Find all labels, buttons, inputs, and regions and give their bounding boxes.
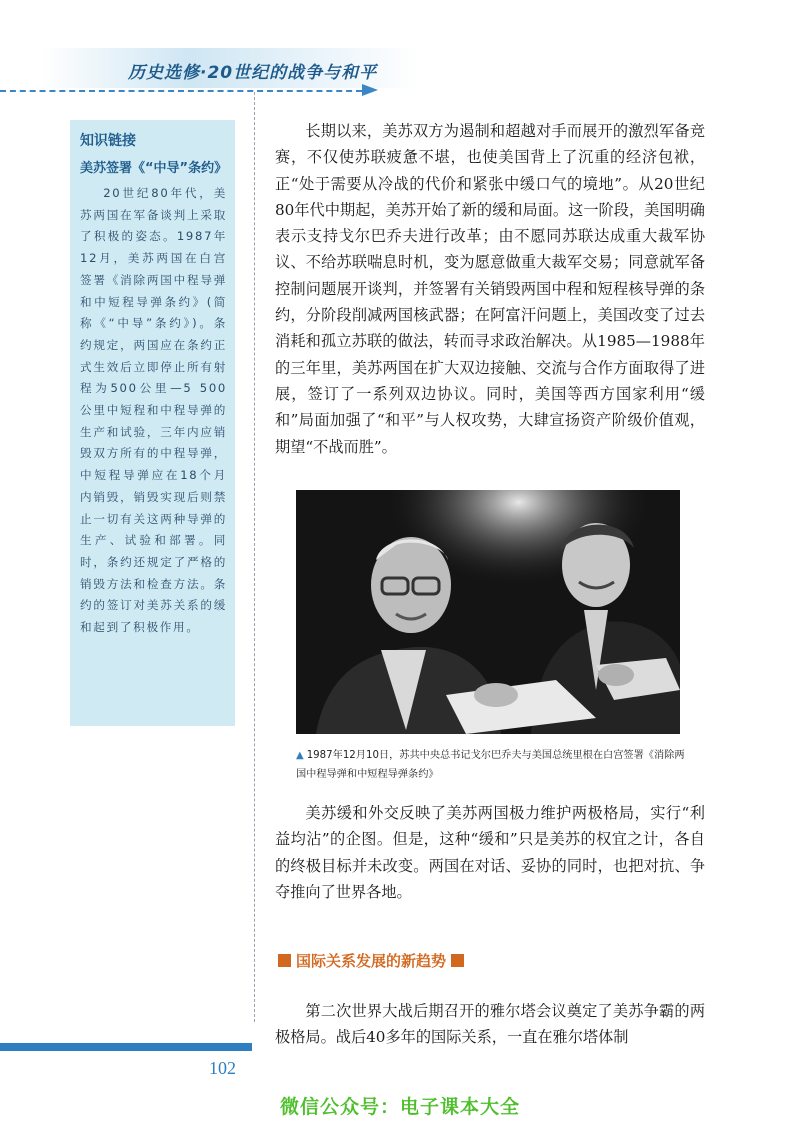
photo-caption-text: 1987年12月10日，苏共中央总书记戈尔巴乔夫与美国总统里根在白宫签署《消除两国中程导弹和中短程导弹条约》 (296, 750, 685, 780)
footer-bar (0, 1043, 252, 1051)
header-arrow-icon (362, 84, 378, 96)
sidebar-heading: 知识链接 (80, 133, 136, 149)
caption-triangle-icon: ▲ (296, 750, 304, 761)
running-header-title: 历史选修·20世纪的战争与和平 (128, 63, 378, 83)
main-paragraph-block-1 (275, 118, 705, 460)
column-divider (254, 92, 255, 1022)
signing-photo-illustration (296, 490, 680, 734)
signing-photo (296, 490, 680, 734)
main-paragraph-block-2 (275, 800, 705, 905)
page-number: 102 (209, 1058, 236, 1078)
square-bullet-icon (451, 954, 464, 967)
sidebar-title: 美苏签署《“中导”条约》 (80, 161, 228, 176)
body-paragraph: 第二次世界大战后期召开的雅尔塔会议奠定了美苏争霸的两极格局。战后40多年的国际关系，一直在雅尔塔体制 (275, 1002, 705, 1047)
photo-caption (296, 746, 688, 784)
square-bullet-icon (278, 954, 291, 967)
sidebar-body: 20世纪80年代，美苏两国在军备谈判上采取了积极的姿态。1987年12月，美苏两国在白宫签署《消除两国中程导弹和中短程导弹条约》(简称《“中导”条约》)。条约规定，两国应在条约正式生效后立即停止所有射程为500公里—5 500公里中短程和中程导弹的生产和试验，三年内应销毁双方所有的中程导弹，中短程导弹应在18个月内销毁，销毁实现后则禁止一切有关这两种导弹的生产、试验和部署。同时，条约还规定了严格的销毁方法和检查方法。条约的签订对美苏关系的缓和起到了积极作用。 (80, 186, 227, 635)
body-paragraph: 美苏缓和外交反映了美苏两国极力维护两极格局，实行“利益均沾”的企图。但是，这种“缓和”只是美苏的权宜之计，各自的终极目标并未改变。两国在对话、妥协的同时，也把对抗、争夺推向了世界各地。 (275, 804, 705, 901)
section-heading-text: 国际关系发展的新趋势 (296, 952, 447, 970)
header-dashed-rule (0, 90, 362, 92)
section-heading (278, 950, 464, 971)
watermark-text: 微信公众号：电子课本大全 (279, 1096, 520, 1118)
body-paragraph: 长期以来，美苏双方为遏制和超越对手而展开的激烈军备竞赛，不仅使苏联疲惫不堪，也使美国背上了沉重的经济包袱，正“处于需要从冷战的代价和紧张中缓口气的境地”。从20世纪80年代中期起，美苏开始了新的缓和局面。这一阶段，美国明确表示支持戈尔巴乔夫进行改革；由不愿同苏联达成重大裁军协议、不给苏联喘息时机，变为愿意做重大裁军交易；同意就军备控制问题展开谈判，并签署有关销毁两国中程和短程核导弹的条约，分阶段削减两国核武器；在阿富汗问题上，美国改变了过去消耗和孤立苏联的做法，转而寻求政治解决。从1985—1988年的三年里，美苏两国在扩大双边接触、交流与合作方面取得了进展，签订了一系列双边协议。同时，美国等西方国家利用“缓和”局面加强了“和平”与人权攻势，大肆宣扬资产阶级价值观，期望“不战而胜”。 (275, 122, 705, 456)
knowledge-link-sidebar (70, 120, 235, 726)
main-paragraph-block-3 (275, 998, 705, 1051)
